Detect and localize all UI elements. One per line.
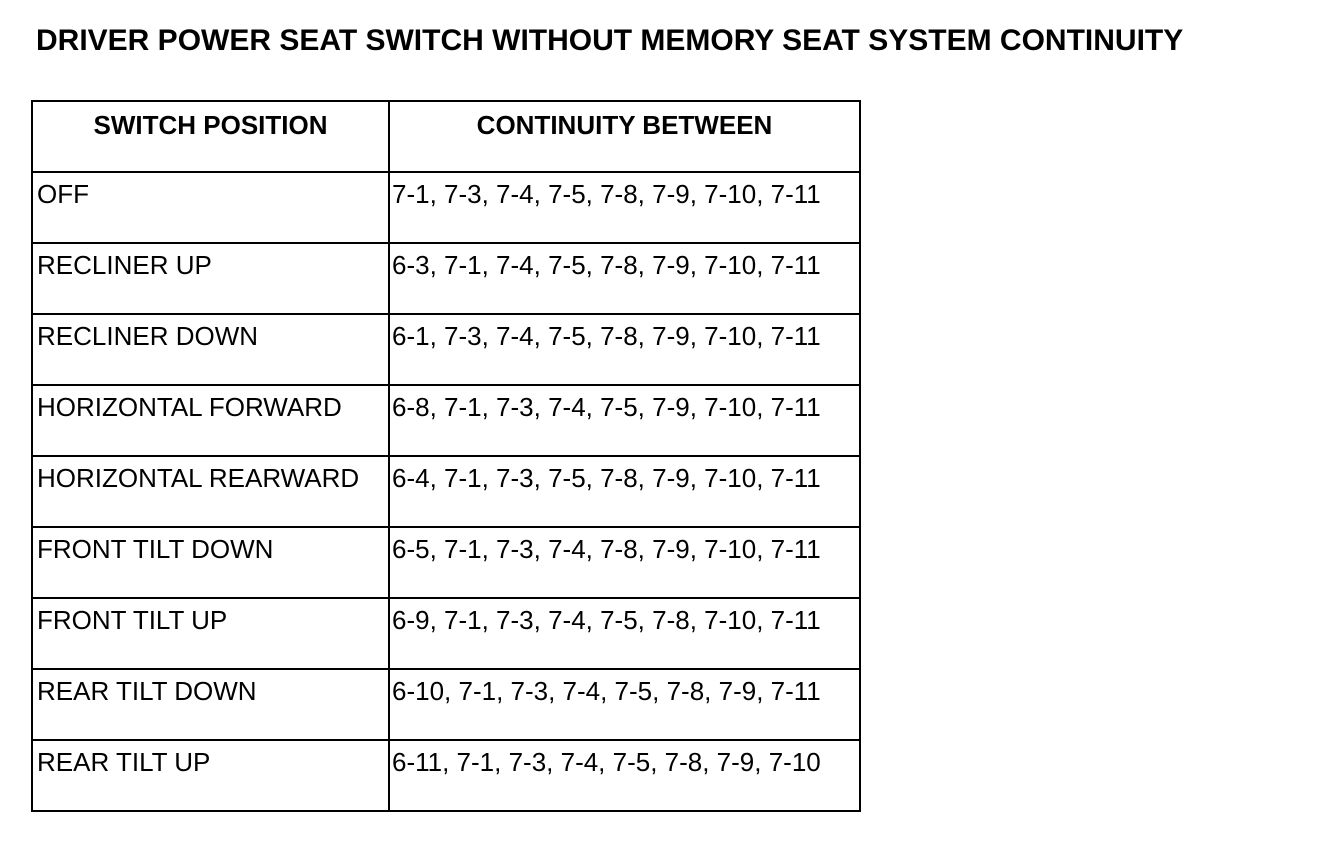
- table-row: [32, 740, 860, 811]
- continuity-cell: 6-8, 7-1, 7-3, 7-4, 7-5, 7-9, 7-10, 7-11: [389, 385, 860, 456]
- table-row: [32, 314, 860, 385]
- switch-position-cell: HORIZONTAL FORWARD: [32, 385, 389, 456]
- table-row: [32, 456, 860, 527]
- switch-position-cell: RECLINER DOWN: [32, 314, 389, 385]
- switch-position-cell: RECLINER UP: [32, 243, 389, 314]
- switch-position-cell: REAR TILT DOWN: [32, 669, 389, 740]
- table-row: [32, 527, 860, 598]
- continuity-cell: 6-5, 7-1, 7-3, 7-4, 7-8, 7-9, 7-10, 7-11: [389, 527, 860, 598]
- table-row: [32, 385, 860, 456]
- column-header-continuity-between: CONTINUITY BETWEEN: [389, 101, 860, 172]
- table-row: [32, 172, 860, 243]
- switch-position-cell: FRONT TILT DOWN: [32, 527, 389, 598]
- continuity-cell: 6-9, 7-1, 7-3, 7-4, 7-5, 7-8, 7-10, 7-11: [389, 598, 860, 669]
- continuity-cell: 7-1, 7-3, 7-4, 7-5, 7-8, 7-9, 7-10, 7-11: [389, 172, 860, 243]
- table-row: [32, 598, 860, 669]
- switch-position-cell: HORIZONTAL REARWARD: [32, 456, 389, 527]
- continuity-table: [31, 100, 861, 812]
- table-row: [32, 243, 860, 314]
- table-row: [32, 669, 860, 740]
- switch-position-cell: OFF: [32, 172, 389, 243]
- table-header-row: [32, 101, 860, 172]
- page-title: DRIVER POWER SEAT SWITCH WITHOUT MEMORY SEAT SYSTEM CONTINUITY: [36, 24, 1184, 57]
- switch-position-cell: REAR TILT UP: [32, 740, 389, 811]
- continuity-cell: 6-3, 7-1, 7-4, 7-5, 7-8, 7-9, 7-10, 7-11: [389, 243, 860, 314]
- column-header-switch-position: SWITCH POSITION: [32, 101, 389, 172]
- continuity-cell: 6-11, 7-1, 7-3, 7-4, 7-5, 7-8, 7-9, 7-10: [389, 740, 860, 811]
- switch-position-cell: FRONT TILT UP: [32, 598, 389, 669]
- continuity-cell: 6-10, 7-1, 7-3, 7-4, 7-5, 7-8, 7-9, 7-11: [389, 669, 860, 740]
- continuity-cell: 6-4, 7-1, 7-3, 7-5, 7-8, 7-9, 7-10, 7-11: [389, 456, 860, 527]
- continuity-cell: 6-1, 7-3, 7-4, 7-5, 7-8, 7-9, 7-10, 7-11: [389, 314, 860, 385]
